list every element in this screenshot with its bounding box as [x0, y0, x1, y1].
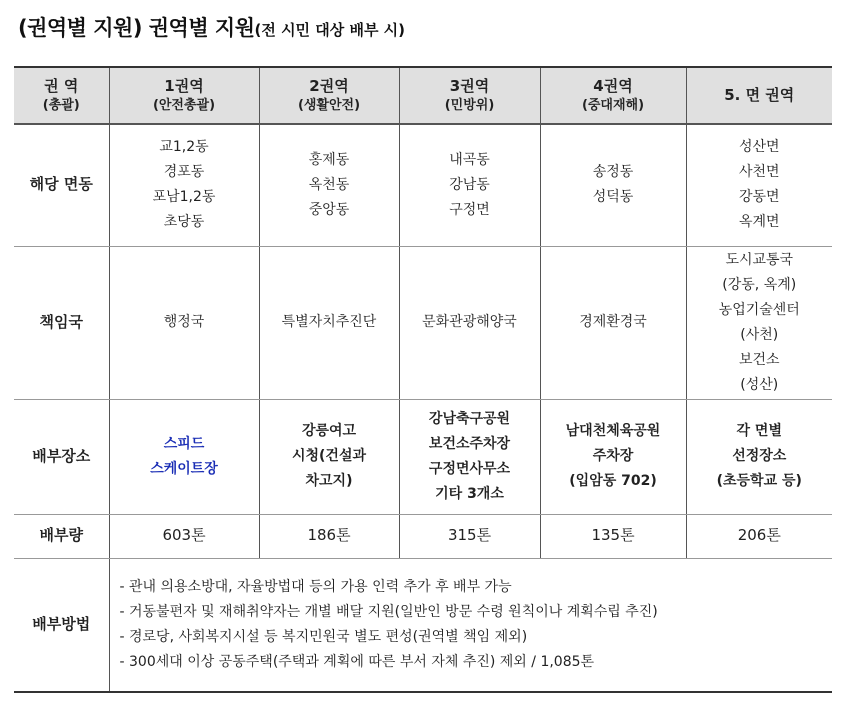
bureau-item: 문화관광해양국 [422, 314, 517, 330]
method-line: - 관내 의용소방대, 자율방법대 등의 가용 인력 추가 후 배부 가능 [119, 578, 512, 595]
dong-item: 송정동 [592, 164, 634, 181]
dongs-label-cell [14, 124, 109, 246]
place-item: 기타 3개소 [435, 485, 504, 502]
method-line: - 거동불편자 및 재해취약자는 개별 배달 지원(일반인 방문 수령 원칙이나 계획수립 추진) [119, 603, 658, 620]
bureau-label-cell [14, 246, 109, 399]
dong-item: 내곡동 [449, 151, 490, 168]
dong-item: 성덕동 [592, 189, 634, 206]
bureau-cell-4 [540, 246, 686, 399]
bureau-item: 경제환경국 [579, 314, 647, 330]
dong-item: 중앙동 [308, 201, 350, 218]
method-cell [109, 558, 832, 692]
place-item: 차고지) [305, 473, 353, 489]
place-cell-2 [259, 399, 399, 514]
zone-1-name: 1권역 [164, 77, 204, 95]
dongs-cell-5 [686, 124, 832, 246]
zone-4-sub: (중대재해) [581, 98, 645, 113]
dongs-cell-3 [399, 124, 540, 246]
place-row [14, 399, 832, 514]
bureau-item: 농업기술센터 [718, 301, 800, 318]
dong-item: 옥천동 [308, 176, 350, 193]
bureau-cell-5 [686, 246, 832, 399]
header-zone-3 [399, 67, 540, 124]
dongs-label: 해당 면동 [29, 175, 93, 194]
place-item: 구정면사무소 [428, 460, 511, 477]
amount-cell-5 [686, 514, 832, 558]
place-item: 강릉여고 [301, 423, 357, 439]
header-label: 권 역 [44, 77, 79, 95]
place-label: 배부장소 [32, 446, 91, 465]
place-item: (입암동 702) [569, 473, 657, 489]
place-item: 각 면별 [736, 423, 782, 439]
dong-item: 구정면 [449, 201, 490, 218]
method-label-cell [14, 558, 109, 692]
method-label: 배부방법 [32, 614, 91, 633]
page-title [18, 12, 405, 42]
place-cell-3 [399, 399, 540, 514]
bureau-item: 보건소 [738, 351, 780, 368]
bureau-cell-3 [399, 246, 540, 399]
header-label-sub: (총괄) [42, 98, 80, 113]
place-item: 주차장 [592, 448, 634, 464]
amount-value: 135톤 [591, 526, 635, 544]
bureau-item: 행정국 [163, 314, 205, 330]
dong-item: 경포동 [163, 164, 205, 181]
place-cell-1 [109, 399, 259, 514]
dong-item: 초당동 [163, 214, 205, 231]
amount-cell-1 [109, 514, 259, 558]
bureau-label: 책임국 [39, 312, 83, 331]
header-label-cell [14, 67, 109, 124]
place-cell-4 [540, 399, 686, 514]
amount-value: 206톤 [737, 526, 781, 544]
place-item: 강남축구공원 [428, 410, 511, 427]
amount-row [14, 514, 832, 558]
dongs-cell-4 [540, 124, 686, 246]
dong-item: 성산면 [738, 139, 780, 156]
amount-cell-3 [399, 514, 540, 558]
place-label-cell [14, 399, 109, 514]
zone-5-name: 5. 면 권역 [724, 86, 795, 104]
zone-3-sub: (민방위) [444, 98, 495, 113]
amount-label: 배부량 [39, 526, 83, 544]
header-zone-2 [259, 67, 399, 124]
header-zone-1 [109, 67, 259, 124]
header-zone-4 [540, 67, 686, 124]
zone-1-sub: (안전총괄) [152, 98, 216, 113]
dong-item: 강남동 [449, 176, 490, 193]
bureau-item: 특별자치추진단 [281, 314, 377, 330]
place-cell-5 [686, 399, 832, 514]
amount-value: 186톤 [307, 526, 351, 544]
bureau-item: (강동, 옥계) [722, 276, 797, 293]
place-item: 남대천체육공원 [565, 423, 661, 439]
place-item: (초등학교 등) [716, 473, 802, 489]
dongs-cell-1 [109, 124, 259, 246]
place-item: 시청(건설과 [291, 448, 367, 464]
header-row [14, 67, 832, 124]
bureau-row [14, 246, 832, 399]
method-line: - 경로당, 사회복지시설 등 복지민원국 별도 편성(권역별 책임 제외) [119, 628, 528, 645]
dong-item: 홍제동 [308, 151, 350, 168]
place-item: 선정장소 [732, 448, 787, 464]
dong-item: 강동면 [738, 189, 780, 206]
title-main: (권역별 지원) 권역별 지원 [18, 16, 255, 40]
zone-3-name: 3권역 [449, 77, 490, 95]
method-row [14, 558, 832, 692]
header-zone-5 [686, 67, 832, 124]
amount-label-cell [14, 514, 109, 558]
bureau-item: 도시교통국 [725, 251, 794, 268]
place-item: 보건소주차장 [428, 435, 511, 452]
title-sub: (전 시민 대상 배부 시) [254, 21, 406, 39]
bureau-item: (사천) [740, 326, 779, 343]
amount-cell-2 [259, 514, 399, 558]
bureau-item: (성산) [740, 376, 779, 393]
dong-item: 포남1,2동 [152, 189, 216, 206]
amount-value: 603톤 [162, 526, 206, 544]
place-item: 스피드 [163, 435, 205, 452]
distribution-table [14, 66, 832, 693]
dongs-row [14, 124, 832, 246]
zone-4-name: 4권역 [593, 77, 633, 95]
method-line: - 300세대 이상 공동주택(주택과 계획에 따른 부서 자체 추진) 제외 / 1,085톤 [119, 653, 595, 670]
zone-2-sub: (생활안전) [297, 98, 361, 113]
dong-item: 사천면 [738, 164, 780, 181]
amount-cell-4 [540, 514, 686, 558]
dong-item: 교1,2동 [159, 139, 209, 156]
dong-item: 옥계면 [738, 214, 780, 231]
bureau-cell-2 [259, 246, 399, 399]
amount-value: 315톤 [447, 526, 492, 544]
bureau-cell-1 [109, 246, 259, 399]
place-item: 스케이트장 [150, 460, 218, 477]
zone-2-name: 2권역 [309, 77, 349, 95]
dongs-cell-2 [259, 124, 399, 246]
